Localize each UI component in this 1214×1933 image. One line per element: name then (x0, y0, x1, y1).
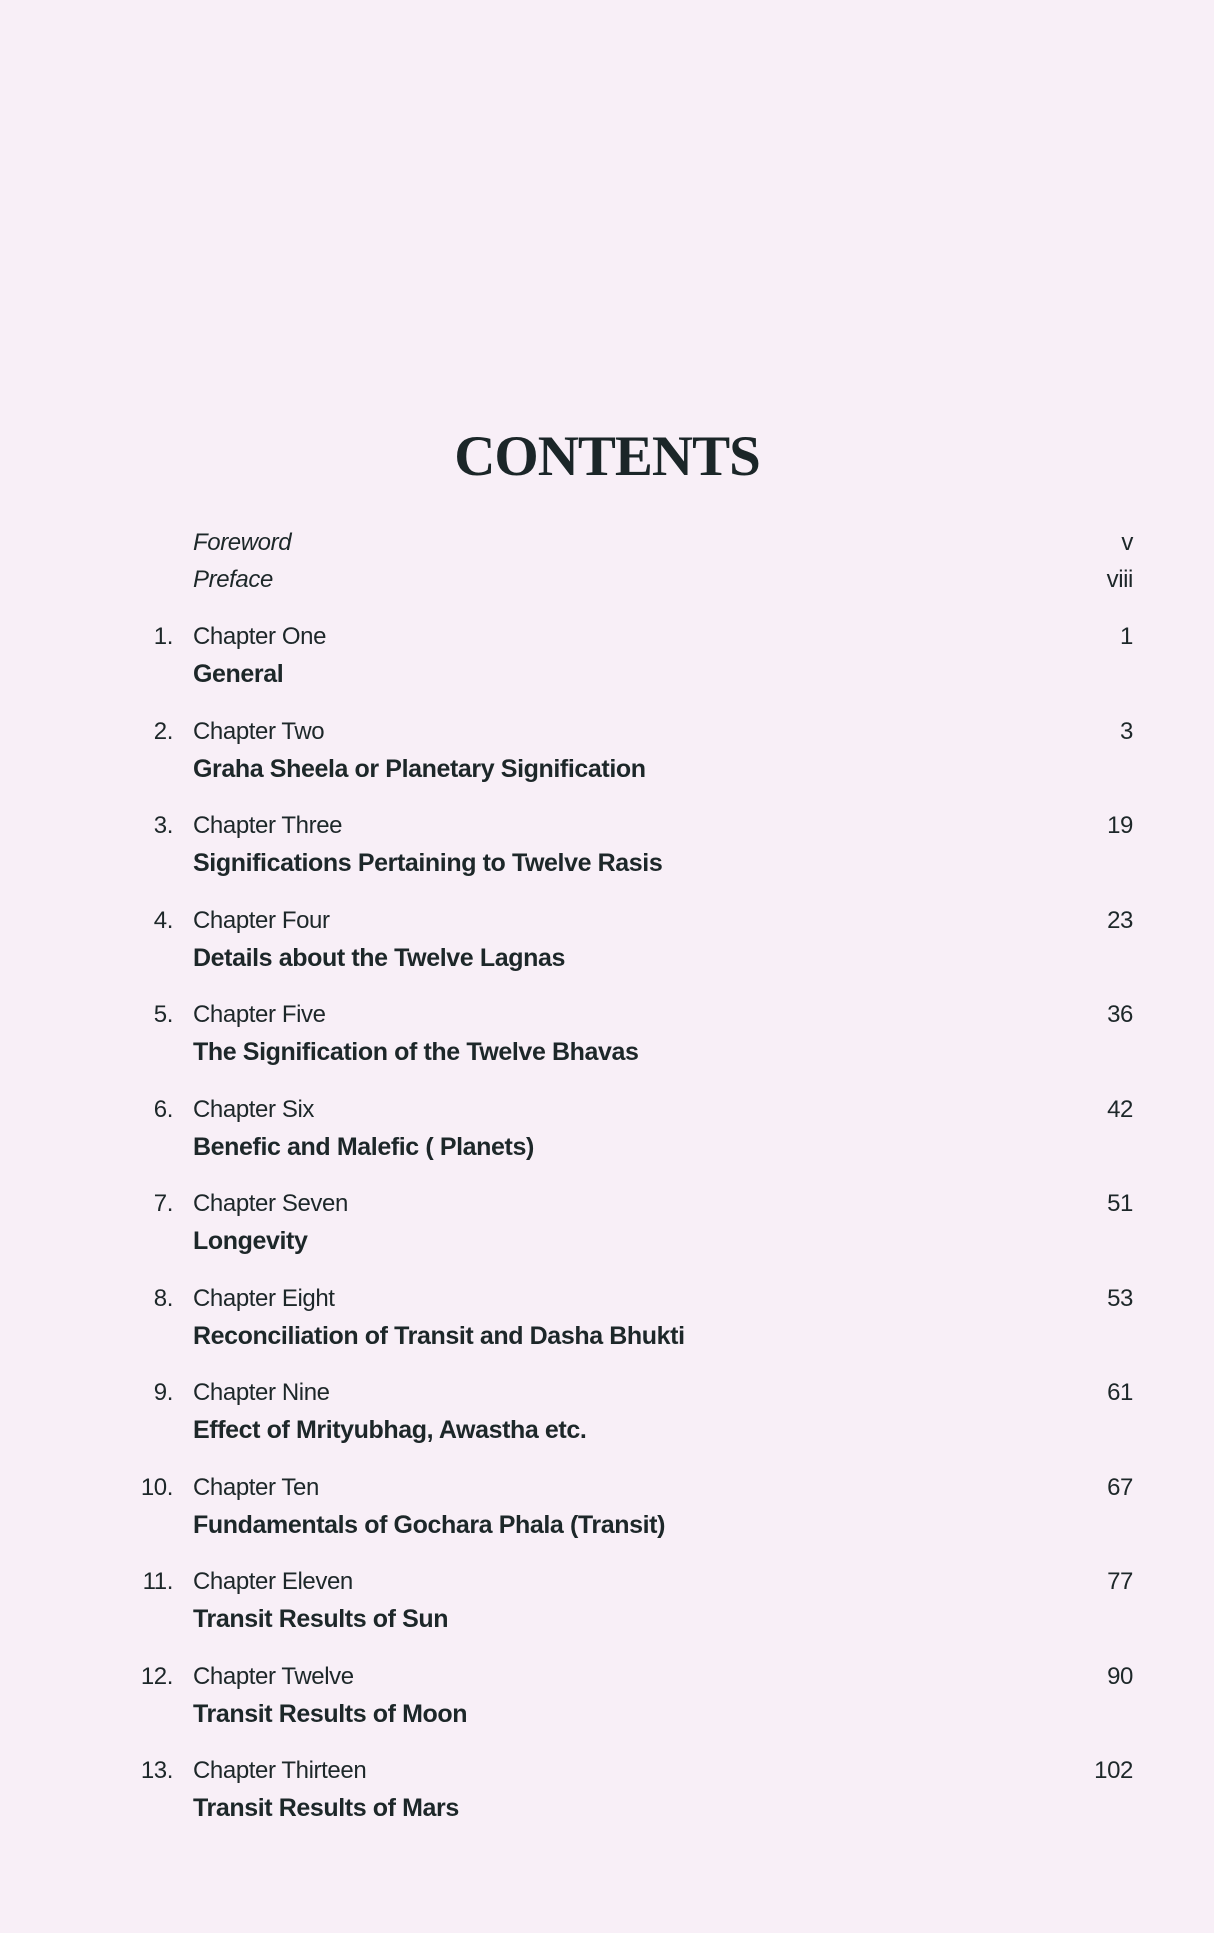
chapter-label: Chapter Seven (193, 1190, 348, 1217)
toc-chapter-row (0, 998, 1214, 1032)
chapter-label: Chapter One (193, 623, 327, 650)
chapter-title-row (0, 1791, 1214, 1825)
toc-chapter-row (0, 809, 1214, 843)
chapter-title-row (0, 1224, 1214, 1258)
chapter-label: Chapter Eleven (193, 1568, 353, 1595)
page-number: 36 (1107, 1001, 1133, 1028)
page-number: 67 (1107, 1473, 1133, 1501)
page-number: 53 (1107, 1284, 1133, 1312)
chapter-number: 2. (153, 717, 173, 745)
chapter-title-row (0, 1697, 1214, 1731)
chapter-title-row (0, 1508, 1214, 1542)
chapter-number: 13. (140, 1757, 173, 1784)
chapter-title: Significations Pertaining to Twelve Rasis (193, 849, 663, 877)
toc-chapter-row (0, 715, 1214, 749)
chapter-number: 4. (153, 906, 173, 934)
chapter-label: Chapter Two (193, 717, 325, 745)
chapter-title-row (0, 1130, 1214, 1164)
toc-chapter-row (0, 1754, 1214, 1788)
toc-chapter-row (0, 1565, 1214, 1599)
chapter-title: Benefic and Malefic ( Planets) (193, 1132, 534, 1161)
toc-chapter-row (0, 1282, 1214, 1316)
chapter-title: Transit Results of Sun (193, 1605, 449, 1633)
chapter-number: 8. (153, 1284, 173, 1312)
chapter-title-row (0, 941, 1214, 975)
toc-chapter-row (0, 1471, 1214, 1505)
chapter-label: Chapter Three (193, 812, 343, 839)
chapter-title-row (0, 1602, 1214, 1636)
toc-front-matter-row (0, 526, 1214, 560)
chapter-number: 9. (153, 1379, 173, 1406)
page-number: 1 (1120, 623, 1133, 650)
front-matter-label: Foreword (193, 529, 292, 556)
chapter-number: 12. (140, 1662, 173, 1690)
toc-front-matter-row (0, 563, 1214, 597)
chapter-title: Fundamentals of Gochara Phala (Transit) (193, 1510, 665, 1539)
chapter-label: Chapter Eight (193, 1284, 335, 1312)
chapter-title: General (193, 660, 284, 688)
chapter-title: Graha Sheela or Planetary Signification (193, 754, 646, 783)
chapter-title: Reconciliation of Transit and Dasha Bhukti (193, 1321, 685, 1350)
chapter-title-row (0, 752, 1214, 786)
chapter-label: Chapter Four (193, 906, 330, 934)
chapter-title-row (0, 1319, 1214, 1353)
page-number: 90 (1107, 1662, 1133, 1690)
chapter-title: Longevity (193, 1227, 308, 1255)
page-number: 51 (1107, 1190, 1133, 1217)
page-number: 102 (1094, 1757, 1133, 1784)
chapter-title: Effect of Mrityubhag, Awastha etc. (193, 1416, 587, 1444)
page-title: CONTENTS (454, 425, 760, 488)
chapter-number: 6. (153, 1095, 173, 1123)
toc-chapter-row (0, 1376, 1214, 1410)
toc-chapter-row (0, 904, 1214, 938)
chapter-number: 3. (153, 812, 173, 839)
chapter-label: Chapter Thirteen (193, 1757, 367, 1784)
page-number: 61 (1107, 1379, 1133, 1406)
chapter-title: Transit Results of Moon (193, 1699, 468, 1728)
toc-chapter-row (0, 620, 1214, 654)
chapter-label: Chapter Nine (193, 1379, 330, 1406)
chapter-title-row (0, 1035, 1214, 1069)
chapter-title: Details about the Twelve Lagnas (193, 943, 565, 972)
page-number: viii (1106, 566, 1133, 593)
chapter-label: Chapter Five (193, 1001, 326, 1028)
chapter-title-row (0, 846, 1214, 880)
toc-chapter-row (0, 1660, 1214, 1694)
toc-chapter-row (0, 1187, 1214, 1221)
chapter-number: 5. (153, 1001, 173, 1028)
chapter-title: Transit Results of Mars (193, 1794, 459, 1822)
page-number: 42 (1107, 1095, 1133, 1123)
chapter-label: Chapter Six (193, 1095, 314, 1123)
chapter-title: The Signification of the Twelve Bhavas (193, 1038, 639, 1066)
chapter-label: Chapter Ten (193, 1473, 319, 1501)
chapter-number: 7. (153, 1190, 173, 1217)
chapter-number: 10. (140, 1473, 173, 1501)
chapter-number: 11. (142, 1568, 173, 1595)
front-matter-label: Preface (193, 566, 273, 593)
chapter-title-row (0, 657, 1214, 691)
toc-chapter-row (0, 1093, 1214, 1127)
page-number: 19 (1107, 812, 1133, 839)
chapter-number: 1. (153, 623, 173, 650)
chapter-label: Chapter Twelve (193, 1662, 354, 1690)
page-number: 23 (1107, 906, 1133, 934)
page-number: v (1121, 529, 1133, 556)
page-number: 77 (1107, 1568, 1133, 1595)
page-number: 3 (1120, 717, 1133, 745)
chapter-title-row (0, 1413, 1214, 1447)
